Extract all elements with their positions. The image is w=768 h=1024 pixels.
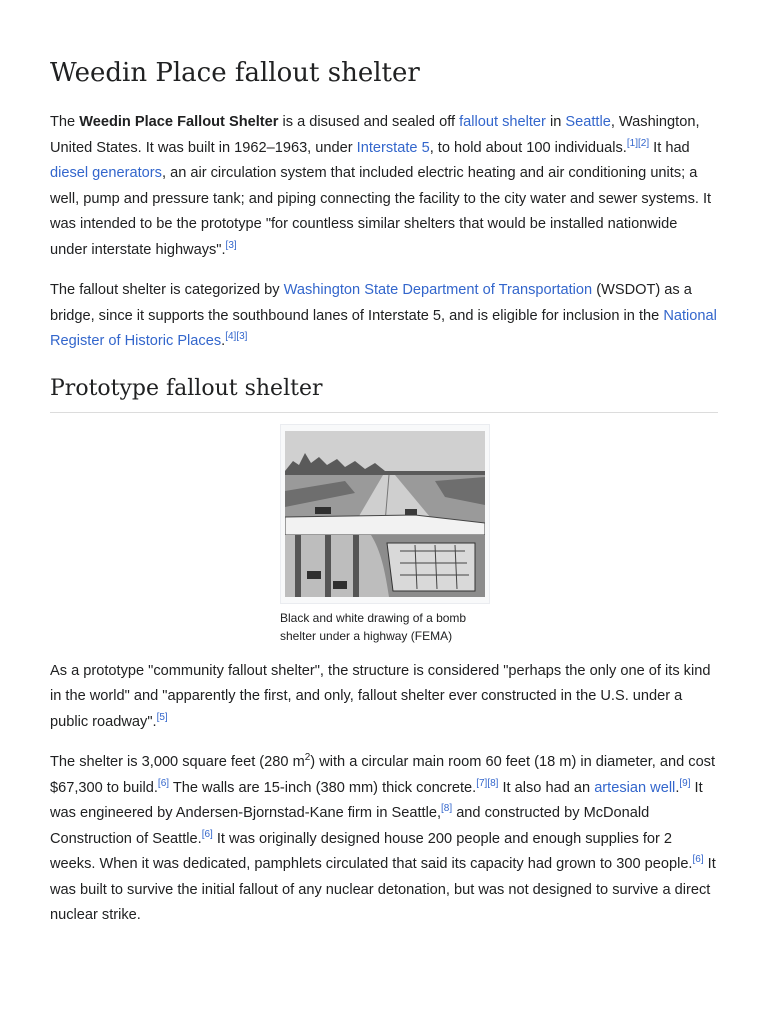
citation-8[interactable]: [8]: [487, 777, 499, 789]
text: and constructed by McDonald Construction of Seattle.: [50, 805, 650, 847]
citation-6c[interactable]: [6]: [692, 854, 704, 866]
text: is a disused and sealed off: [278, 114, 460, 130]
text: It was engineered by Andersen-Bjornstad-Kane firm in Seattle,: [50, 779, 703, 821]
citation-4[interactable]: [4]: [225, 331, 237, 343]
page-title: Weedin Place fallout shelter: [50, 58, 420, 88]
citation-6[interactable]: [6]: [157, 777, 170, 789]
bold-subject: Weedin Place Fallout Shelter: [79, 114, 279, 130]
citation-9[interactable]: [9]: [679, 777, 691, 789]
superscript-2: 2: [304, 752, 311, 764]
citation-2[interactable]: [2]: [637, 137, 650, 149]
citation-3[interactable]: [3]: [225, 239, 237, 251]
citation-3b[interactable]: [3]: [236, 331, 248, 343]
text: It also had an: [498, 779, 595, 796]
text: It had: [649, 139, 690, 156]
text: .: [675, 779, 680, 796]
citation-7[interactable]: [7]: [476, 777, 488, 789]
text: The: [50, 114, 80, 130]
link-nrhp[interactable]: National Register of Historic Places: [50, 307, 717, 349]
specs-paragraph: [50, 750, 718, 929]
text: It was originally designed house 200 people and enough supplies for 2 weeks. When it was dedicated, pamphlets circulated that said its capacity had grown to 300 people.: [50, 830, 693, 872]
text: ) with a circular main room 60 feet (18 m) in diameter, and cost $67,300 to build.: [50, 754, 716, 796]
text: It was built to survive the initial fallout of any nuclear detonation, but was not designed to survive a direct nuclear strike.: [50, 856, 716, 923]
text: The walls are 15-inch (380 mm) thick concrete.: [169, 779, 477, 796]
shelter-drawing-image[interactable]: [280, 424, 490, 604]
figure: [280, 424, 490, 645]
article-content: [50, 50, 718, 944]
figure-caption: Black and white drawing of a bomb shelter under a highway (FEMA): [280, 610, 467, 643]
text: , an air circulation system that included electric heating and air conditioning units; a well, pump and pressure tank; and piping connecting the facility to the city water and sewer systems. It was intended to be the prototype "for countless similar shelters that would be installed nationwide under interstate highways".: [50, 165, 712, 258]
intro-paragraph: [50, 110, 718, 263]
text: in: [545, 114, 566, 130]
text: The fallout shelter is categorized by: [50, 282, 284, 298]
link-interstate-5[interactable]: Interstate 5: [356, 139, 430, 156]
citation-6b[interactable]: [6]: [201, 828, 213, 840]
wsdot-paragraph: [50, 278, 718, 355]
link-seattle[interactable]: Seattle: [565, 114, 611, 130]
prototype-paragraph: [50, 659, 718, 736]
bw-drawing-illustration: [285, 431, 485, 597]
citation-8b[interactable]: [8]: [441, 803, 453, 815]
text: The shelter is 3,000 square feet (280 m: [50, 754, 305, 770]
text: .: [221, 333, 226, 349]
text: , to hold about 100 individuals.: [429, 139, 627, 156]
link-fallout-shelter[interactable]: fallout shelter: [459, 114, 546, 130]
link-diesel-generators[interactable]: diesel generators: [50, 165, 162, 181]
text: (WSDOT) as a bridge, since it supports the southbound lanes of Interstate 5, and is eligible for inclusion in the: [50, 282, 692, 324]
link-artesian-well[interactable]: artesian well: [594, 779, 676, 796]
text: As a prototype "community fallout shelter", the structure is considered "perhaps the only one of its kind in the world" and "apparently the first, and only, fallout shelter ever constructed in the U.S. under a public roadway".: [50, 662, 711, 730]
citation-1[interactable]: [1]: [626, 137, 638, 149]
text: , Washington, United States. It was built in 1962–1963, under: [50, 114, 700, 156]
link-wsdot[interactable]: Washington State Department of Transportation: [283, 282, 593, 298]
section-heading: Prototype fallout shelter: [50, 370, 718, 413]
citation-5[interactable]: [5]: [156, 711, 168, 723]
